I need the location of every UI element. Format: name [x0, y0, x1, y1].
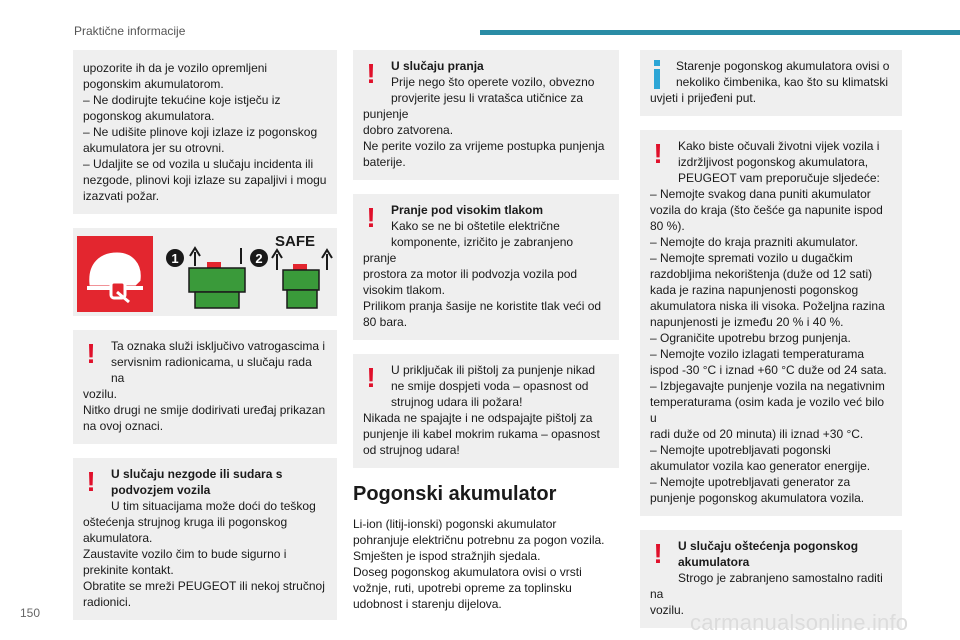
- text-line: baterije.: [363, 155, 406, 169]
- text-line: vozilu.: [83, 387, 118, 401]
- text-line: dobro zatvorena.: [363, 123, 454, 137]
- exclamation-icon: !: [366, 58, 376, 89]
- box-text: [363, 74, 609, 170]
- text-line: – Izbjegavajte punjenje vozila na negativnim: [650, 379, 885, 393]
- text-line: Obratite se mreži PEUGEOT ili nekoj stručnoj: [83, 579, 325, 593]
- text-line: Kako se ne bi oštetile električne: [391, 219, 560, 233]
- warning-title: U slučaju pranja: [391, 59, 484, 73]
- exclamation-icon: !: [653, 538, 663, 569]
- text-line: akumulatora.: [83, 531, 153, 545]
- text-line: vozila do kraja (što češće ga napunite ispod: [650, 203, 883, 217]
- text-line: punjenje pogonskog akumulatora vozila.: [650, 491, 865, 505]
- text-line: U tim situacijama može doći do teškog: [111, 499, 316, 513]
- running-header: Praktične informacije: [74, 24, 186, 38]
- text-line: napunjenosti je između 20 % i 40 %.: [650, 315, 844, 329]
- text-line: akumulatora jer su otrovni.: [83, 141, 225, 155]
- text-line: Nikada ne spajajte i ne odspajajte pištolj za: [363, 411, 593, 425]
- text-line: radionici.: [83, 595, 132, 609]
- text-line: akumulatora: [678, 555, 750, 569]
- text-line: Kako biste očuvali životni vijek vozila i: [678, 139, 880, 153]
- text-line: Nitko drugi ne smije dodirivati uređaj prikazan: [83, 403, 326, 417]
- text-line: akumulator vozila kao generator energije.: [650, 459, 871, 473]
- text-line: razdobljima nekorištenja (duže od 12 sati): [650, 267, 873, 281]
- text-line: nekoliko čimbenika, kao što su klimatski: [676, 75, 889, 89]
- text-line: Ta oznaka služi isključivo vatrogascima i: [111, 339, 326, 353]
- box-text: [363, 362, 609, 458]
- text-line: PEUGEOT vam preporučuje sljedeće:: [678, 171, 880, 185]
- firefighter-label-warning: [73, 330, 337, 444]
- column-3: [640, 50, 902, 640]
- text-line: upozorite ih da je vozilo opremljeni: [83, 61, 268, 75]
- battery-lifetime-warning: [640, 130, 902, 516]
- text-line: – Nemojte svakog dana puniti akumulator: [650, 187, 871, 201]
- page-number: 150: [20, 606, 41, 620]
- text-line: pogonskim akumulatorom.: [83, 77, 224, 91]
- text-line: Ne perite vozilo za vrijeme postupka punjenja: [363, 139, 605, 153]
- exclamation-icon: !: [366, 362, 376, 393]
- text-line: Li-ion (litij-ionski) pogonski akumulator: [353, 517, 557, 531]
- box-text: [650, 58, 892, 106]
- text-line: – Nemojte spremati vozilo u dugačkim: [650, 251, 853, 265]
- text-line: Doseg pogonskog akumulatora ovisi o vrsti: [353, 565, 582, 579]
- text-line: visokim tlakom.: [363, 283, 446, 297]
- watermark-text: carmanualsonline.info: [690, 610, 909, 635]
- text-line: izdržljivost pogonskog akumulatora,: [678, 155, 869, 169]
- warning-title: [650, 538, 892, 570]
- text-line: vozilu.: [650, 603, 685, 617]
- text-line: na ovoj oznaci.: [83, 419, 164, 433]
- text-line: punjenje ili kabel mokrim rukama – opasnost: [363, 427, 600, 441]
- text-line: – Nemojte upotrebljavati generator za: [650, 475, 851, 489]
- box-text: [363, 218, 609, 330]
- step-2-number: 2: [255, 251, 263, 266]
- text-line: Zaustavite vozilo čim to bude sigurno i: [83, 547, 287, 561]
- column-2: [353, 50, 619, 612]
- text-line: od strujnog udara!: [363, 443, 460, 457]
- text-line: izazvati požar.: [83, 189, 160, 203]
- text-line: Starenje pogonskog akumulatora ovisi o: [676, 59, 890, 73]
- text-line: Prije nego što operete vozilo, obvezno: [391, 75, 595, 89]
- text-line: uvjeti i prijeđeni put.: [650, 91, 757, 105]
- box-text: [83, 338, 327, 434]
- text-line: Smješten je ispod stražnjih sjedala.: [353, 549, 541, 563]
- text-line: – Nemojte upotrebljavati pogonski: [650, 443, 831, 457]
- text-line: – Udaljite se od vozila u slučaju incidenta ili: [83, 157, 314, 171]
- section-body: [353, 516, 619, 612]
- text-line: vožnje, ruti, upotrebi opreme za toplinsku: [353, 581, 572, 595]
- text-line: ne smije dospjeti voda – opasnost od: [391, 379, 589, 393]
- step-1-number: 1: [171, 251, 179, 266]
- high-pressure-warning: [353, 194, 619, 340]
- text-line: strujnog udara ili požara!: [391, 395, 523, 409]
- column-1: [73, 50, 337, 634]
- warning-title: Pranje pod visokim tlakom: [391, 203, 544, 217]
- text-line: – Ne dodirujte tekućine koje istječu iz: [83, 93, 281, 107]
- text-line: nezgode, plinovi koji izlaze su zapaljivi i mogu: [83, 173, 327, 187]
- safe-label-illustration: [73, 228, 337, 316]
- warning-continuation-box: [73, 50, 337, 214]
- text-line: prostora za motor ili podvozja vozila pod: [363, 267, 578, 281]
- text-line: udobnost i starenju dijelova.: [353, 597, 502, 611]
- box-text: [83, 60, 327, 204]
- text-line: 80 bara.: [363, 315, 408, 329]
- text-line: U priključak ili pištolj za punjenje nikad: [391, 363, 596, 377]
- firefighter-helmet-icon: [77, 236, 153, 312]
- text-line: Prilikom pranja šasije ne koristite tlak veći od: [363, 299, 602, 313]
- info-icon: [650, 60, 664, 90]
- text-line: oštećenja strujnog kruga ili pogonskog: [83, 515, 288, 529]
- section-title: Pogonski akumulator: [353, 483, 557, 505]
- warning-title: [83, 466, 327, 498]
- box-text: [650, 138, 892, 506]
- text-line: U slučaju nezgode ili sudara s: [111, 467, 283, 481]
- text-line: pohranjuje električnu potrebnu za pogon vozila.: [353, 533, 605, 547]
- header-accent-bar: [480, 30, 960, 35]
- box-text: [83, 498, 327, 610]
- text-line: – Ograničite upotrebu brzog punjenja.: [650, 331, 851, 345]
- text-line: – Ne udišite plinove koji izlaze iz pogonskog: [83, 125, 318, 139]
- washing-warning: [353, 50, 619, 180]
- text-line: U slučaju oštećenja pogonskog: [678, 539, 859, 553]
- text-line: Strogo je zabranjeno samostalno raditi na: [650, 571, 883, 601]
- accident-warning: [73, 458, 337, 620]
- battery-aging-info: [640, 50, 902, 116]
- text-line: komponente, izričito je zabranjeno pranje: [363, 235, 574, 265]
- text-line: prekinite kontakt.: [83, 563, 174, 577]
- text-line: pogonskog akumulatora.: [83, 109, 215, 123]
- exclamation-icon: !: [366, 202, 376, 233]
- text-line: 80 %).: [650, 219, 685, 233]
- text-line: provjerite jesu li vratašca utičnice za punjenje: [363, 91, 584, 121]
- exclamation-icon: !: [86, 338, 96, 369]
- text-line: temperaturama (osim kada je vozilo već bilo u: [650, 395, 885, 425]
- exclamation-icon: !: [86, 466, 96, 497]
- text-line: akumulatora niska ili visoka. Poželjna razina: [650, 299, 885, 313]
- text-line: podvozjem vozila: [111, 483, 211, 497]
- text-line: ispod -30 °C i iznad +60 °C duže od 24 sata.: [650, 363, 887, 377]
- text-line: kada je razina napunjenosti pogonskog: [650, 283, 859, 297]
- text-line: – Nemojte vozilo izlagati temperaturama: [650, 347, 865, 361]
- text-line: – Nemojte do kraja prazniti akumulator.: [650, 235, 859, 249]
- safe-connector-diagram: [157, 228, 337, 316]
- safe-text: SAFE: [274, 233, 316, 250]
- text-line: servisnim radionicama, u slučaju rada na: [111, 355, 312, 385]
- exclamation-icon: !: [653, 138, 663, 169]
- text-line: radi duže od 20 minuta) ili iznad +30 °C.: [650, 427, 864, 441]
- charging-water-warning: [353, 354, 619, 468]
